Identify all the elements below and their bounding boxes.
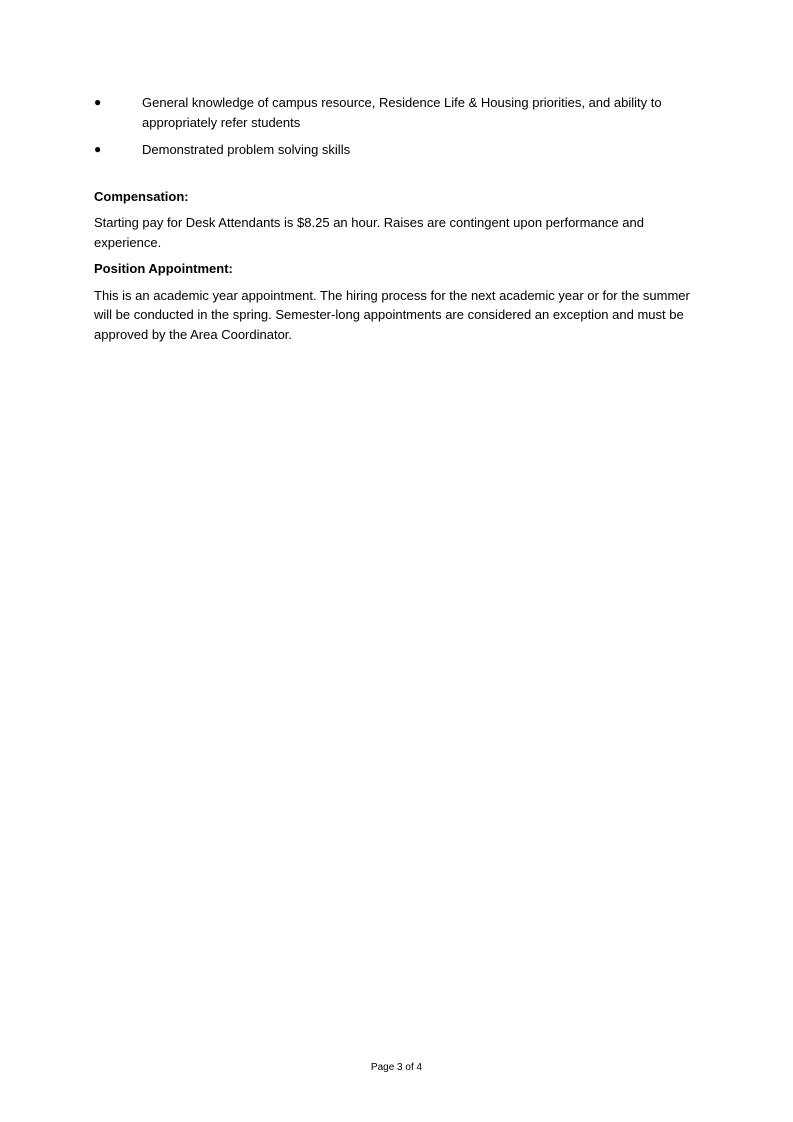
list-item (94, 140, 694, 160)
bullet-icon: ● (94, 95, 102, 109)
bullet-text: Demonstrated problem solving skills (142, 142, 351, 157)
bullet-icon: ● (94, 142, 102, 156)
page-number: Page 3 of 4 (370, 1062, 423, 1073)
compensation-heading: Compensation: (94, 188, 189, 204)
qualifications-list (94, 93, 694, 160)
document-content (94, 93, 694, 351)
compensation-text: Starting pay for Desk Attendants is $8.25 an hour. Raises are contingent upon performance and experience. (94, 215, 644, 250)
bullet-text: General knowledge of campus resource, Residence Life & Housing priorities, and ability to appropriately refer students (142, 95, 662, 130)
position-appointment-text: This is an academic year appointment. The hiring process for the next academic year or for the summer will be conducted in the spring. Semester-long appointments are considered an exception and must be approved by the Area Coordinator. (94, 287, 690, 342)
list-item (94, 93, 694, 132)
position-appointment-heading: Position Appointment: (94, 261, 233, 276)
